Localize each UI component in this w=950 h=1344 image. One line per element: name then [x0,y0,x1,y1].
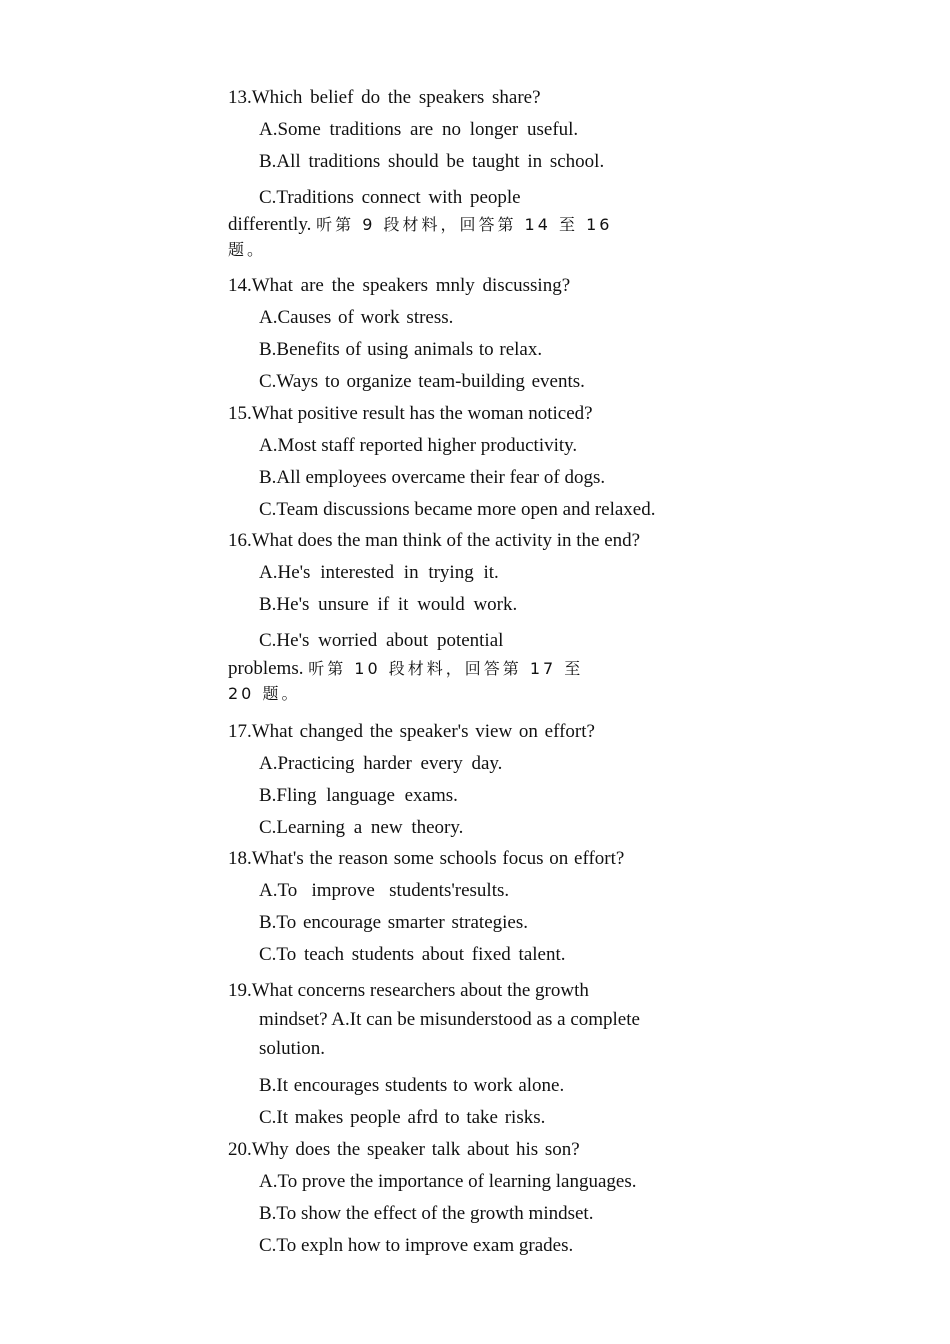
q13-option-b: B.All traditions should be taught in school. [259,151,605,172]
q16-option-a: A.He's interested in trying it. [259,562,499,583]
q13-option-c: C.Traditions connect with people [259,187,521,208]
section-9-instruction-end: 题。 [228,240,267,259]
q15-option-a: A.Most staff reported higher productivity. [259,435,578,456]
q13-option-c-continued [228,215,612,234]
question-19: 19.What concerns researchers about the growth [228,980,589,1001]
section-10-instruction-end: 20 题。 [228,684,301,703]
q15-option-c: C.Team discussions became more open and relaxed. [259,499,656,520]
q13-option-a: A.Some traditions are no longer useful. [259,119,579,140]
question-14: 14.What are the speakers mnly discussing? [228,275,571,296]
question-13: 13.Which belief do the speakers share? [228,87,541,108]
question-18: 18.What's the reason some schools focus on effort? [228,848,625,869]
q16-option-c-end: problems. [228,658,304,679]
q18-option-b: B.To encourage smarter strategies. [259,912,528,933]
q17-option-b: B.Fling language exams. [259,785,458,806]
q14-option-a: A.Causes of work stress. [259,307,454,328]
q17-option-c: C.Learning a new theory. [259,817,464,838]
q20-option-a: A.To prove the importance of learning languages. [259,1171,637,1192]
q14-option-c: C.Ways to organize team-building events. [259,371,585,392]
q16-option-b: B.He's unsure if it would work. [259,594,518,615]
q20-option-b: B.To show the effect of the growth mindset. [259,1203,594,1224]
section-10-instruction: 听第 10 段材料，回答第 17 至 [308,659,584,678]
question-16: 16.What does the man think of the activity in the end? [228,530,641,551]
question-20: 20.Why does the speaker talk about his son? [228,1139,580,1160]
q13-option-c-end: differently. [228,214,312,235]
question-15: 15.What positive result has the woman noticed? [228,403,593,424]
q19-option-b: B.It encourages students to work alone. [259,1075,565,1096]
q19-option-c: C.It makes people afrd to take risks. [259,1107,546,1128]
q18-option-a: A.To improve students'results. [259,880,510,901]
q15-option-b: B.All employees overcame their fear of dogs. [259,467,606,488]
q18-option-c: C.To teach students about fixed talent. [259,944,566,965]
question-17: 17.What changed the speaker's view on effort? [228,721,595,742]
question-19-continued-2: solution. [259,1038,325,1059]
q20-option-c: C.To expln how to improve exam grades. [259,1235,574,1256]
q16-option-c-continued [228,659,583,678]
q17-option-a: A.Practicing harder every day. [259,753,503,774]
q14-option-b: B.Benefits of using animals to relax. [259,339,543,360]
section-9-instruction: 听第 9 段材料，回答第 14 至 16 [316,215,613,234]
q16-option-c: C.He's worried about potential [259,630,504,651]
question-19-continued: mindset? A.It can be misunderstood as a complete [259,1009,640,1030]
